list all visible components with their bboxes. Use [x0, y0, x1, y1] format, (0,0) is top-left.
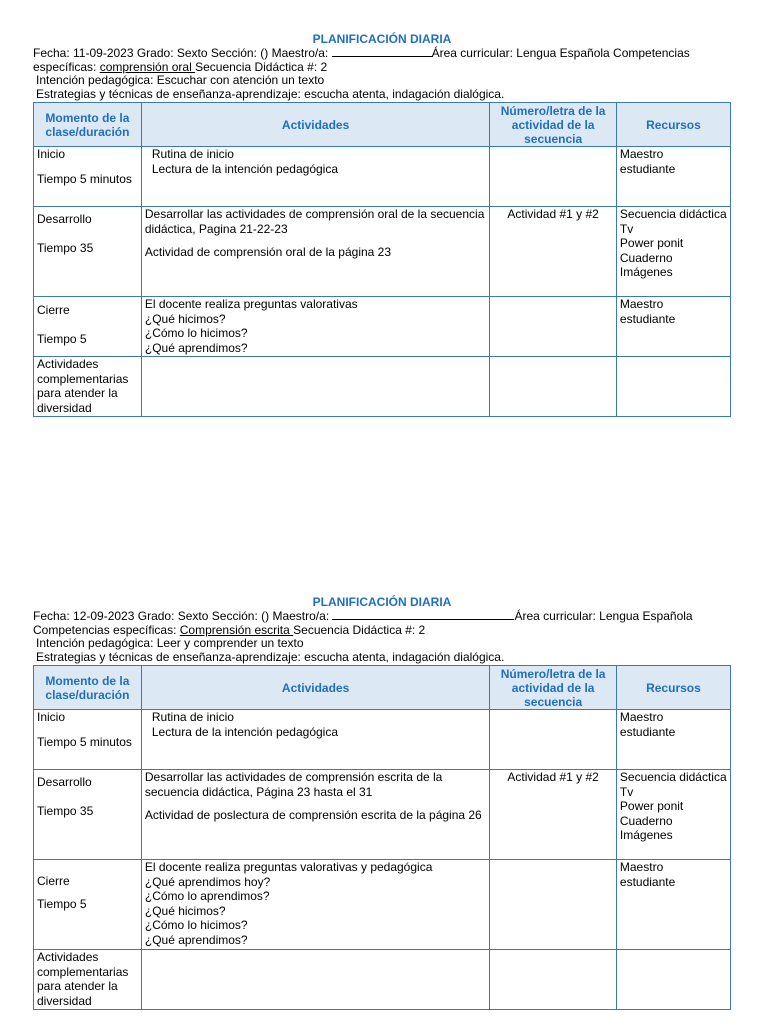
resource-item: Tv	[619, 221, 634, 236]
resource-item: Imágenes	[619, 828, 673, 842]
table-row-desarrollo	[34, 207, 731, 297]
header-actividades: Actividades	[141, 666, 490, 710]
header-numero: Número/letra de la actividad de la secuencia	[490, 666, 617, 710]
intencion-pedagogica: Intención pedagógica: Leer y comprender un texto	[36, 636, 304, 650]
header-line-1	[33, 46, 731, 61]
table-row-desarrollo	[34, 770, 731, 860]
number-cell	[490, 357, 617, 417]
moment-time: Tiempo 5	[37, 896, 87, 911]
moment-label: Desarrollo	[37, 212, 92, 226]
resources-cell	[616, 860, 730, 950]
activity-line: Actividad de comprensión oral de la página 23	[144, 245, 392, 259]
moment-time: Tiempo 35	[37, 240, 94, 255]
resource-item: Cuaderno	[619, 813, 673, 828]
area-curricular: Área curricular: Lengua Española	[514, 609, 693, 623]
activities-cell	[141, 860, 490, 950]
header-recursos: Recursos	[616, 103, 730, 147]
resource-item: Imágenes	[619, 265, 673, 279]
moment-label: Cierre	[37, 303, 70, 317]
header-line-1	[33, 609, 731, 624]
number-cell	[490, 297, 617, 357]
activity-line: ¿Qué hicimos?	[144, 311, 226, 326]
number-cell	[490, 710, 617, 770]
moment-label: Desarrollo	[37, 775, 92, 789]
resource-item: Maestro	[619, 860, 664, 874]
number-cell: Actividad #1 y #2	[490, 770, 617, 860]
moment-label: Cierre	[37, 874, 70, 888]
resources-cell	[616, 950, 730, 1010]
table-row-inicio	[34, 710, 731, 770]
resources-cell	[616, 207, 730, 297]
header-actividades: Actividades	[141, 103, 490, 147]
activity-line: Rutina de inicio	[151, 147, 234, 161]
resources-cell	[616, 147, 730, 207]
header-numero: Número/letra de la actividad de la secuencia	[490, 103, 617, 147]
plan-table	[33, 665, 731, 1010]
moment-time: Tiempo 5 minutos	[37, 734, 132, 749]
area-curricular: Área curricular: Lengua Española Competencias	[431, 46, 690, 60]
activities-cell	[141, 710, 490, 770]
moment-time: Tiempo 5	[37, 331, 87, 346]
moment-cell	[34, 860, 142, 950]
teacher-blank	[332, 46, 432, 57]
moment-cell: Actividades complementarias para atender la diversidad	[34, 950, 142, 1010]
especificas-label: Competencias específicas:	[33, 622, 180, 637]
estrategias: Estrategias y técnicas de enseñanza-aprendizaje: escucha atenta, indagación dialógica.	[36, 649, 505, 664]
activity-line: ¿Cómo lo aprendimos?	[144, 889, 270, 903]
number-cell	[490, 860, 617, 950]
table-row-cierre	[34, 860, 731, 950]
moment-time: Tiempo 35	[37, 803, 94, 818]
number-cell: Actividad #1 y #2	[490, 207, 617, 297]
daily-plan-1	[33, 32, 731, 417]
table-row-cierre	[34, 297, 731, 357]
resource-item: Maestro	[619, 147, 664, 161]
table-row-inicio	[34, 147, 731, 207]
activity-line: Desarrollar las actividades de comprensión escrita de la secuencia didáctica, Página 23 hasta el 31	[144, 770, 443, 799]
moment-cell: Actividades complementarias para atender la diversidad	[34, 357, 142, 417]
resource-item: Maestro	[619, 710, 664, 724]
resource-item: Maestro	[619, 297, 664, 311]
table-row-complementarias	[34, 950, 731, 1010]
resource-item: estudiante	[619, 161, 676, 176]
activity-line: ¿Qué hicimos?	[144, 903, 226, 918]
estrategias: Estrategias y técnicas de enseñanza-aprendizaje: escucha atenta, indagación dialógica.	[36, 86, 505, 101]
resources-cell	[616, 770, 730, 860]
resource-item: Power ponit	[619, 236, 684, 250]
activity-line: ¿Qué aprendimos hoy?	[144, 874, 271, 889]
activity-line: El docente realiza preguntas valorativas y pedagógica	[144, 860, 433, 874]
moment-time: Tiempo 5 minutos	[37, 171, 132, 186]
plan-header	[33, 46, 731, 101]
activity-line: Desarrollar las actividades de comprensión oral de la secuencia didáctica, Pagina 21-22-23	[144, 207, 485, 236]
header-line-2	[33, 61, 731, 75]
competencia: Comprensión escrita	[179, 622, 294, 637]
activities-cell	[141, 950, 490, 1010]
resource-item: Secuencia didáctica	[619, 207, 727, 221]
plan-table	[33, 102, 731, 417]
activities-cell	[141, 147, 490, 207]
resources-cell	[616, 297, 730, 357]
activities-cell	[141, 297, 490, 357]
daily-plan-2	[33, 595, 731, 1010]
moment-cell	[34, 207, 142, 297]
competencia: comprensión oral	[99, 59, 196, 74]
header-momento: Momento de la clase/duración	[34, 103, 142, 147]
especificas-label: específicas:	[33, 59, 100, 74]
activities-cell	[141, 357, 490, 417]
activities-cell	[141, 770, 490, 860]
activity-line: ¿Cómo lo hicimos?	[144, 918, 248, 932]
header-momento: Momento de la clase/duración	[34, 666, 142, 710]
plan-title: PLANIFICACIÓN DIARIA	[312, 32, 452, 46]
activities-cell	[141, 207, 490, 297]
table-row-complementarias	[34, 357, 731, 417]
moment-cell	[34, 297, 142, 357]
intencion-pedagogica: Intención pedagógica: Escuchar con atención un texto	[36, 73, 325, 87]
date-grade-section: Fecha: 12-09-2023 Grado: Sexto Sección: () Maestro/a:	[33, 609, 333, 623]
resource-item: estudiante	[619, 724, 676, 739]
number-cell	[490, 147, 617, 207]
table-header-row	[34, 103, 731, 147]
table-header-row	[34, 666, 731, 710]
secuencia-didactica: Secuencia Didáctica #: 2	[195, 59, 328, 74]
plan-title: PLANIFICACIÓN DIARIA	[312, 595, 452, 609]
number-cell	[490, 950, 617, 1010]
teacher-blank	[332, 609, 514, 620]
resource-item: estudiante	[619, 874, 676, 889]
resource-item: Power ponit	[619, 799, 684, 813]
header-recursos: Recursos	[616, 666, 730, 710]
activity-line: ¿Qué aprendimos?	[144, 340, 248, 355]
activity-line: Lectura de la intención pedagógica	[151, 724, 338, 739]
resource-item: Secuencia didáctica	[619, 770, 727, 784]
moment-label: Inicio	[37, 147, 66, 161]
resource-item: Tv	[619, 784, 634, 799]
resources-cell	[616, 710, 730, 770]
resources-cell	[616, 357, 730, 417]
date-grade-section: Fecha: 11-09-2023 Grado: Sexto Sección: () Maestro/a:	[33, 46, 332, 60]
activity-line: ¿Qué aprendimos?	[144, 932, 248, 947]
activity-line: El docente realiza preguntas valorativas	[144, 297, 358, 311]
moment-cell	[34, 770, 142, 860]
moment-cell	[34, 147, 142, 207]
resource-item: Cuaderno	[619, 250, 673, 265]
header-line-2	[33, 624, 731, 638]
secuencia-didactica: Secuencia Didáctica #: 2	[293, 622, 426, 637]
moment-cell	[34, 710, 142, 770]
activity-line: Rutina de inicio	[151, 710, 234, 724]
activity-line: Lectura de la intención pedagógica	[151, 161, 338, 176]
activity-line: Actividad de poslectura de comprensión escrita de la página 26	[144, 808, 482, 822]
plan-header	[33, 609, 731, 664]
activity-line: ¿Cómo lo hicimos?	[144, 326, 248, 340]
resource-item: estudiante	[619, 311, 676, 326]
moment-label: Inicio	[37, 710, 66, 724]
